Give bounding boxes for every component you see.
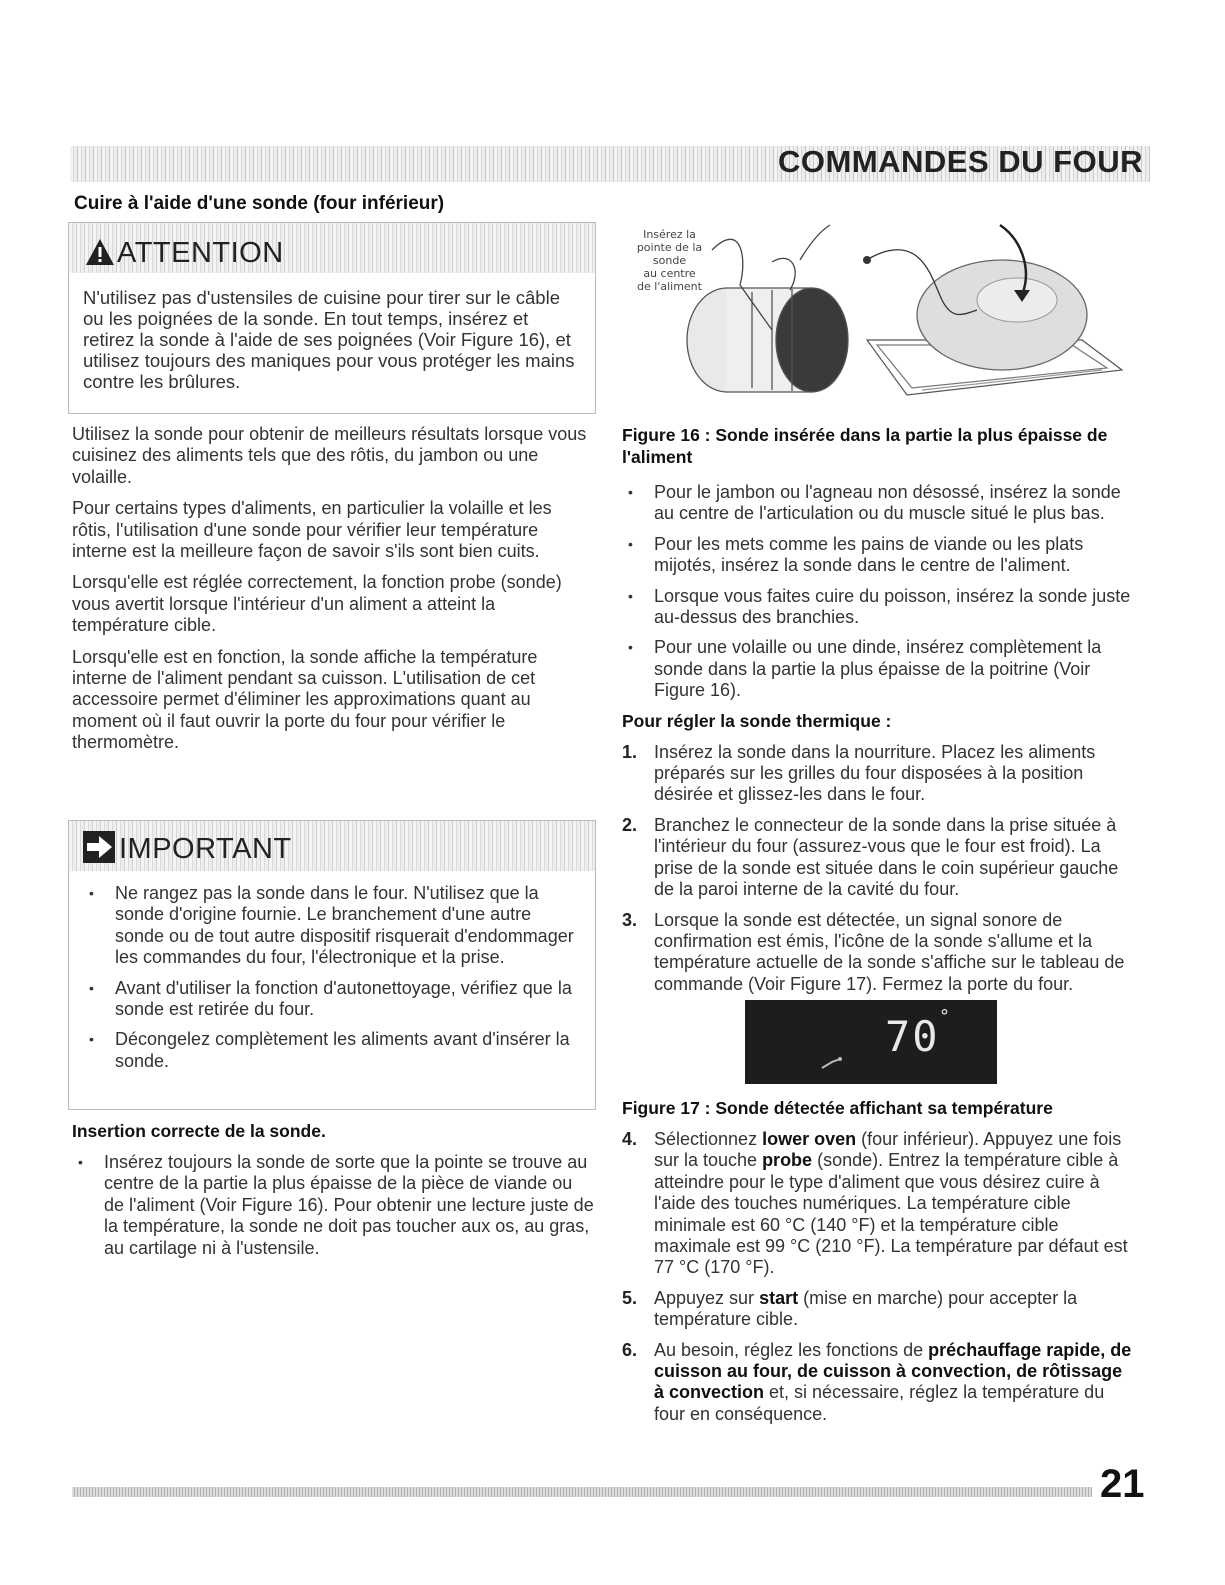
step-item: 2. Branchez le connecteur de la sonde dans la prise située à l'intérieur du four (assurez-vous que le four est froid). La prise de la sonde est située dans le coin supérieur gauche de la paroi interne de la cavité du four. [622,814,1119,900]
footer-bar [72,1487,1092,1497]
attention-label: ATTENTION [117,237,284,269]
step-item: 5. Appuyez sur start (mise en marche) pour accepter la température cible. [622,1287,1078,1330]
page-number: 21 [1100,1462,1145,1506]
attention-text: N'utilisez pas d'ustensiles de cuisine pour tirer sur le câble ou les poignées de la sonde. En tout temps, insérez et retirez la sonde à l'aide de ses poignées (Voir Figure 16), et utilisez toujours des maniques pour vous protéger les mains contre les brûlures. [83,287,575,392]
figure-17-section [622,1097,1137,1434]
intro-paragraphs [72,424,594,754]
placement-item: • Lorsque vous faites cuire du poisson, insérez la sonde juste au-dessus des branchies. [622,586,1137,629]
right-column [622,424,1137,1004]
intro-paragraph: Lorsqu'elle est réglée correctement, la fonction probe (sonde) vous avertit lorsque l'intérieur d'un aliment a atteint la température cible. [72,572,562,636]
step-item: 6. Au besoin, réglez les fonctions de préchauffage rapide, de cuisson au four, de cuisson à convection, de rôtissage à convection et, si nécessaire, réglez la température du four en conséquence. [622,1339,1132,1424]
steps-list-a [622,742,1137,995]
insertion-item: • Insérez toujours la sonde de sorte que la pointe se trouve au centre de la partie la plus épaisse de la pièce de viande ou de l'aliment (Voir Figure 16). Pour obtenir une lecture juste de la température, la sonde ne doit pas toucher aux os, au gras, au cartilage ni à l'ustensile. [72,1152,594,1259]
attention-box [68,222,596,414]
figure-16-callout: Insérez la pointe de la sonde au centre de l'aliment [636,228,703,293]
important-item: • Décongelez complètement les aliments avant d'insérer la sonde. [83,1029,583,1072]
intro-paragraph: Pour certains types d'aliments, en particulier la volaille et les rôtis, l'utilisation d'une sonde pour vérifier leur température interne est la meilleure façon de savoir s'ils sont bien cuits. [72,498,552,562]
important-item: • Ne rangez pas la sonde dans le four. N'utilisez que la sonde d'origine fournie. Le branchement d'une autre sonde ou de tout autre dispositif risquerait d'endommager les commandes du four, l'électronique et la prise. [83,883,583,969]
warning-icon [85,238,115,266]
step-item: 4. Sélectionnez lower oven (four inférieur). Appuyez une fois sur la touche probe (sonde). Entrez la température cible à atteindre pour le type d'aliment que vous désirez cuire à l'aide des touches numériques. La température cible minimale est 60 °C (140 °F) et la température cible maximale est 99 °C (210 °F). La température par défaut est 77 °C (170 °F). [622,1129,1128,1278]
important-box [68,820,596,1110]
figure-16-caption: Figure 16 : Sonde insérée dans la partie la plus épaisse de l'aliment [622,425,1108,467]
important-label: IMPORTANT [119,833,292,865]
intro-paragraph: Utilisez la sonde pour obtenir de meilleurs résultats lorsque vous cuisinez des aliments tels que des rôtis, du jambon ou une volaille. [72,424,587,487]
insertion-title: Insertion correcte de la sonde. [72,1121,326,1141]
important-list [69,871,595,1072]
arrow-right-icon [83,831,115,863]
display-degree: ° [940,1006,949,1027]
important-header [69,821,595,871]
probe-icon [820,1056,844,1070]
figure-17-caption: Figure 17 : Sonde détectée affichant sa température [622,1098,1053,1118]
placement-item: • Pour le jambon ou l'agneau non désossé, insérez la sonde au centre de l'articulation ou du muscle situé le plus bas. [622,482,1137,525]
attention-header [69,223,595,273]
page-header-title: COMMANDES DU FOUR [778,144,1143,179]
steps-title: Pour régler la sonde thermique : [622,710,892,731]
section-title: Cuire à l'aide d'une sonde (four inférieur) [74,193,445,214]
placement-item: • Pour les mets comme les pains de viande ou les plats mijotés, insérez la sonde dans le centre de l'aliment. [622,534,1137,577]
placement-list [622,482,1137,702]
display-temperature: 70 [885,1012,940,1061]
intro-paragraph: Lorsqu'elle est en fonction, la sonde affiche la température interne de l'aliment pendant sa cuisson. L'utilisation de cet accessoire permet d'éliminer les approximations quant au moment où il faut ouvrir la porte du four pour vérifier le thermomètre. [72,646,538,753]
insertion-list [72,1152,594,1259]
control-panel-display [745,1000,997,1084]
step-item: 1. Insérez la sonde dans la nourriture. Placez les aliments préparés sur les grilles du four disposées à la position désirée et glissez-les dans le four. [622,741,1096,805]
figure-16-illustration [622,220,1137,412]
important-item: • Avant d'utiliser la fonction d'autonettoyage, vérifiez que la sonde est retirée du four. [83,978,583,1021]
placement-item: • Pour une volaille ou une dinde, insérez complètement la sonde dans la partie la plus épaisse de la poitrine (Voir Figure 16). [622,637,1137,701]
steps-list-b [622,1129,1137,1425]
step-item: 3. Lorsque la sonde est détectée, un signal sonore de confirmation est émis, l'icône de la sonde s'allume et la température actuelle de la sonde s'affiche sur le tableau de commande (Voir Figure 17). Fermez la porte du four. [622,909,1125,994]
probe-in-ham-drawing [622,220,1137,412]
insertion-section [72,1121,594,1268]
